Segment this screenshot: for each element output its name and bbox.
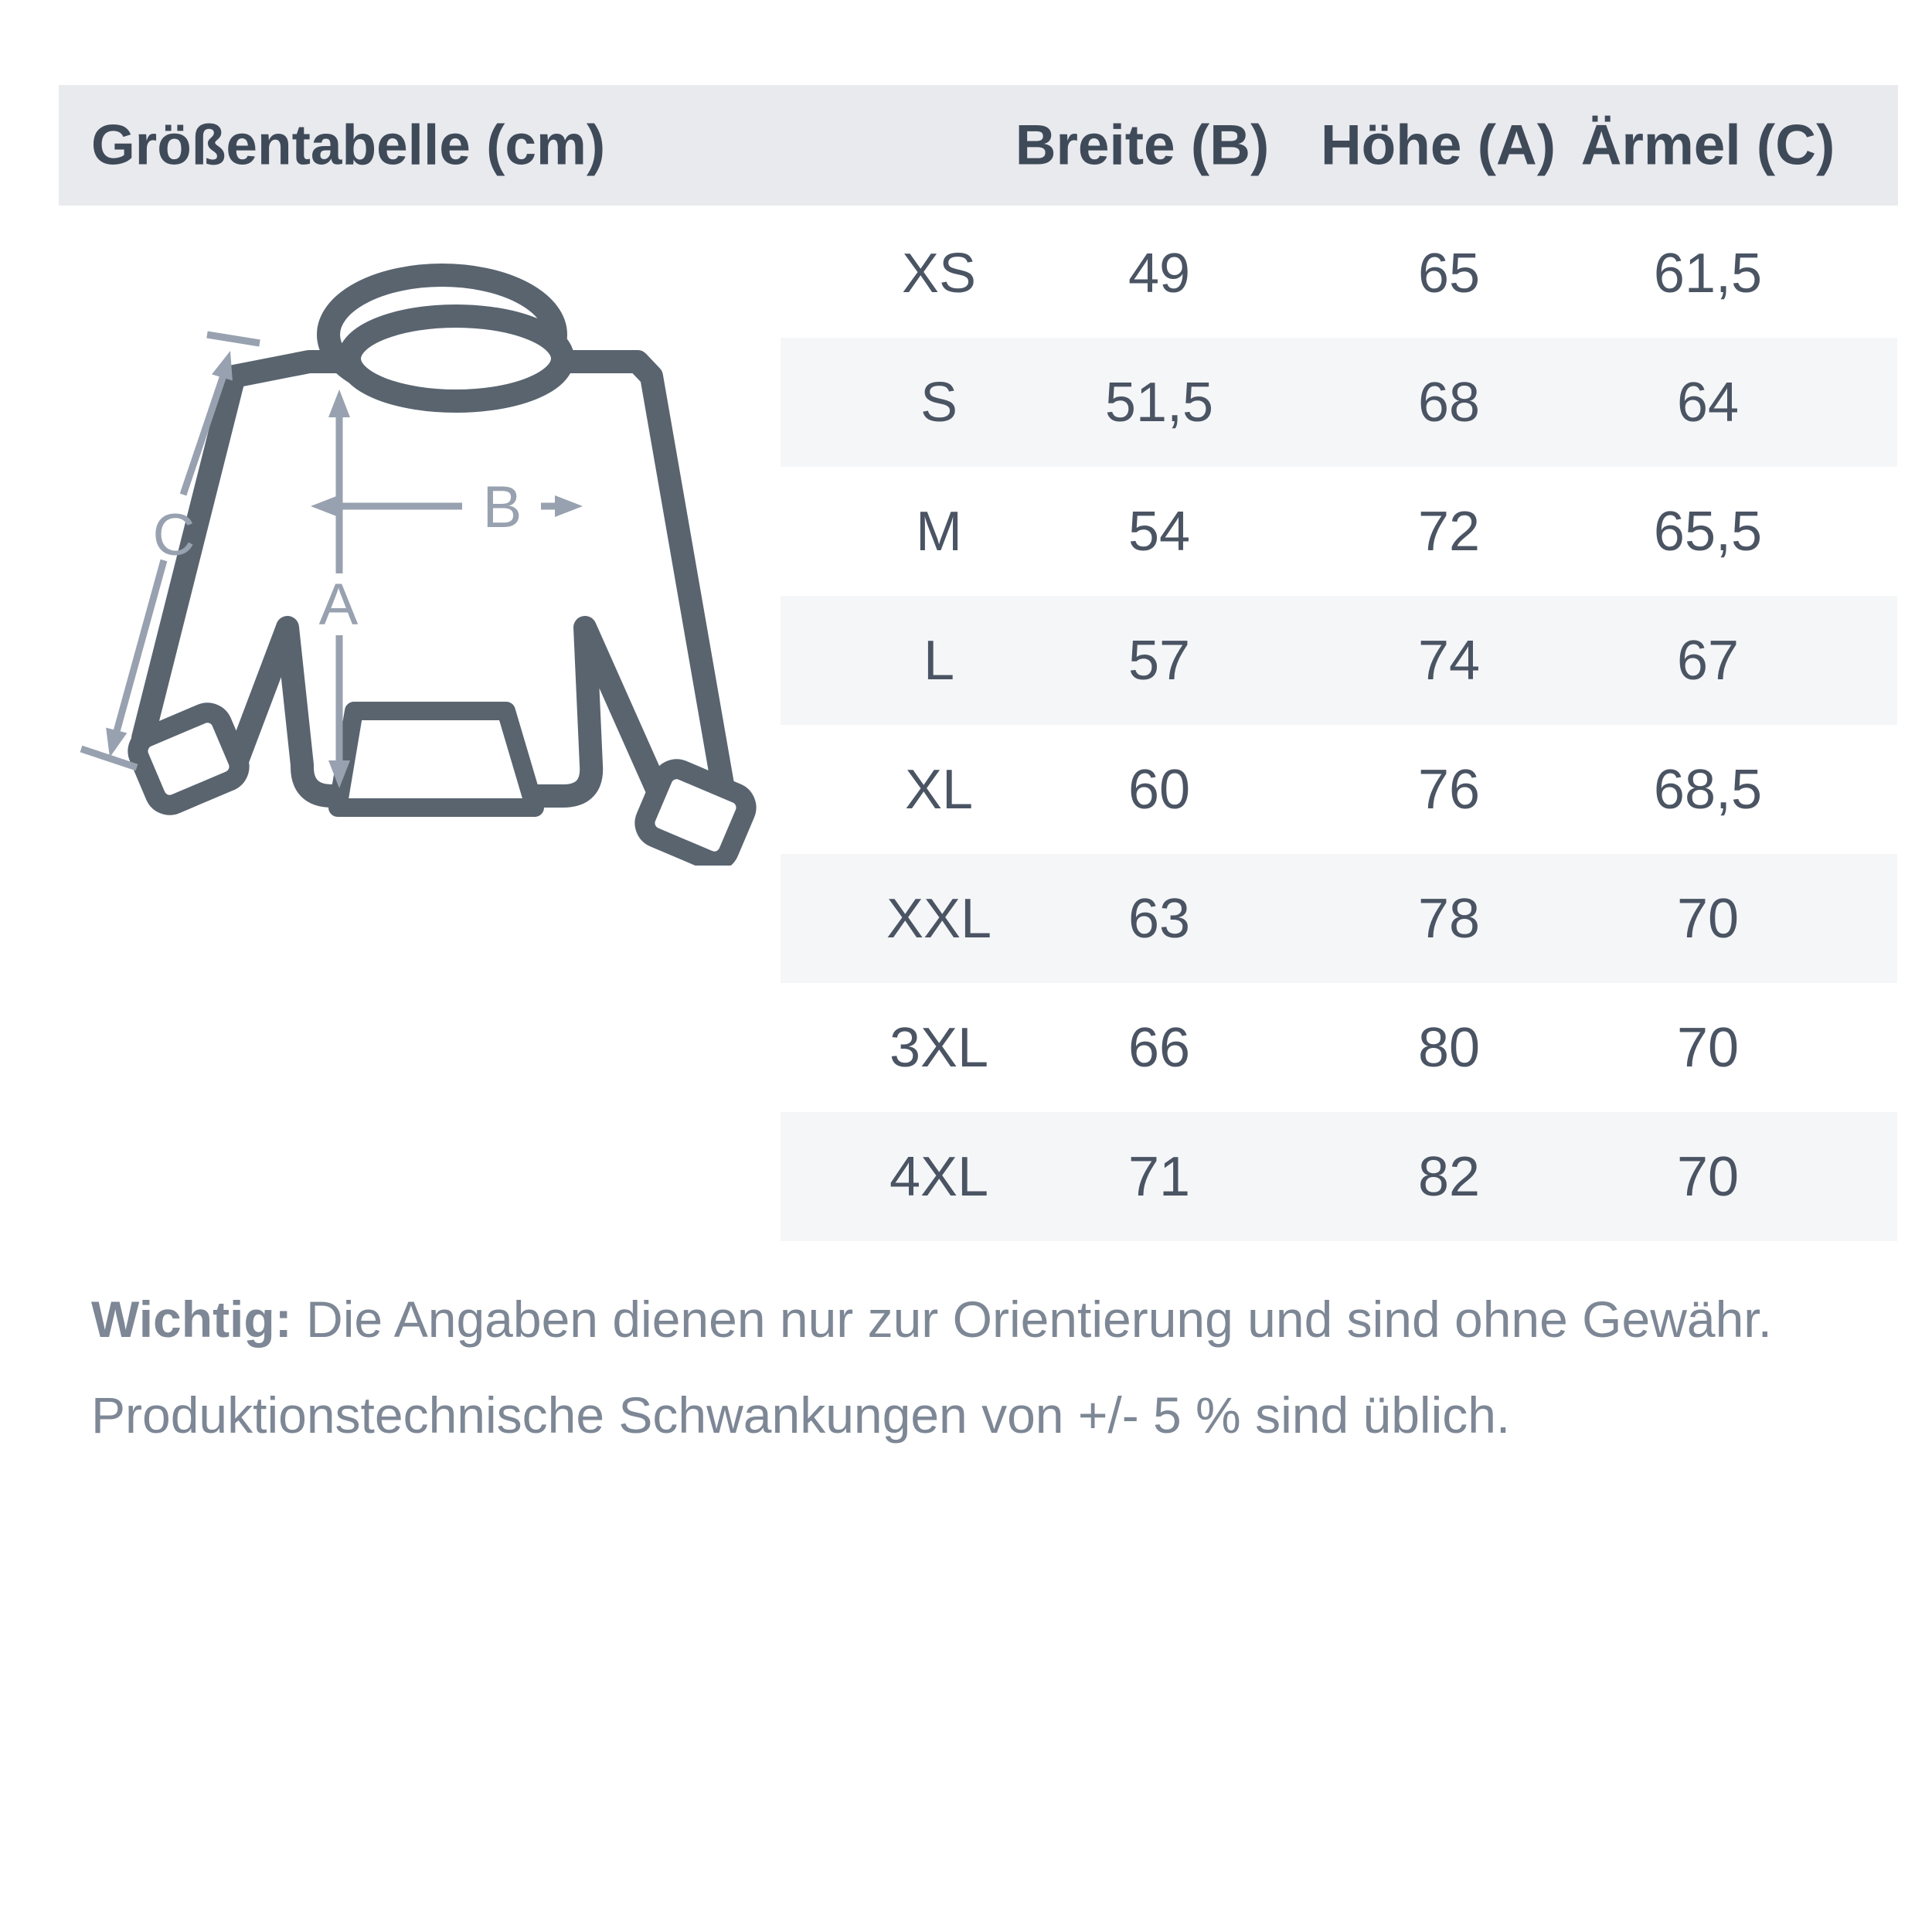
table-row <box>781 338 1897 467</box>
cell-hoehe: 68 <box>1417 371 1481 434</box>
cell-size: XXL <box>886 887 992 950</box>
cell-hoehe: 74 <box>1417 629 1481 692</box>
cell-breite: 71 <box>1128 1145 1191 1208</box>
cell-hoehe: 76 <box>1417 758 1481 821</box>
cell-size: 3XL <box>889 1016 989 1079</box>
table-row <box>781 983 1897 1112</box>
column-header-aermel: Ärmel (C) <box>1580 114 1835 177</box>
cell-aermel: 61,5 <box>1653 242 1763 304</box>
hoodie-measurement-diagram <box>70 224 788 866</box>
size-table <box>781 209 1897 1241</box>
table-row <box>781 209 1897 338</box>
cell-aermel: 70 <box>1676 887 1740 950</box>
cell-breite: 51,5 <box>1104 371 1214 434</box>
table-row <box>781 1112 1897 1241</box>
column-header-hoehe: Höhe (A) <box>1320 114 1556 177</box>
cell-hoehe: 82 <box>1417 1145 1481 1208</box>
cell-aermel: 70 <box>1676 1016 1740 1079</box>
cell-hoehe: 80 <box>1417 1016 1481 1079</box>
cell-hoehe: 78 <box>1417 887 1481 950</box>
cell-breite: 60 <box>1128 758 1191 821</box>
cell-size: M <box>916 500 962 563</box>
label-b: B <box>482 474 522 540</box>
cell-aermel: 67 <box>1676 629 1740 692</box>
cell-size: S <box>920 371 958 434</box>
table-row <box>781 467 1897 596</box>
hoodie-hood <box>328 275 563 401</box>
cell-breite: 63 <box>1128 887 1191 950</box>
hoodie-pocket <box>338 711 535 808</box>
table-row <box>781 725 1897 854</box>
cell-size: L <box>923 629 955 692</box>
table-row <box>781 854 1897 983</box>
table-row <box>781 596 1897 725</box>
cell-breite: 54 <box>1128 500 1191 563</box>
cell-aermel: 68,5 <box>1653 758 1763 821</box>
cell-aermel: 65,5 <box>1653 500 1763 563</box>
cell-breite: 66 <box>1128 1016 1191 1079</box>
cell-aermel: 64 <box>1676 371 1740 434</box>
column-header-breite: Breite (B) <box>1015 114 1270 177</box>
cell-hoehe: 65 <box>1417 242 1481 304</box>
label-a: A <box>318 572 359 638</box>
cuff-right <box>640 764 751 866</box>
note-line-1: Wichtig: Die Angaben dienen nur zur Orientierung und sind ohne Gewähr. <box>91 1291 1772 1348</box>
cell-size: XL <box>904 758 974 821</box>
note-line-2: Produktionstechnische Schwankungen von +/- 5 % sind üblich. <box>91 1386 1511 1444</box>
cell-breite: 57 <box>1128 629 1191 692</box>
cell-breite: 49 <box>1128 242 1191 304</box>
size-chart-header <box>59 85 1898 206</box>
disclaimer-note <box>91 1271 1861 1463</box>
label-c: C <box>152 502 196 568</box>
note-important-label: Wichtig: <box>91 1291 292 1348</box>
size-chart-title: Größentabelle (cm) <box>91 114 606 177</box>
cell-size: XS <box>901 242 977 304</box>
cell-hoehe: 72 <box>1417 500 1481 563</box>
cell-size: 4XL <box>889 1145 989 1208</box>
cell-aermel: 70 <box>1676 1145 1740 1208</box>
